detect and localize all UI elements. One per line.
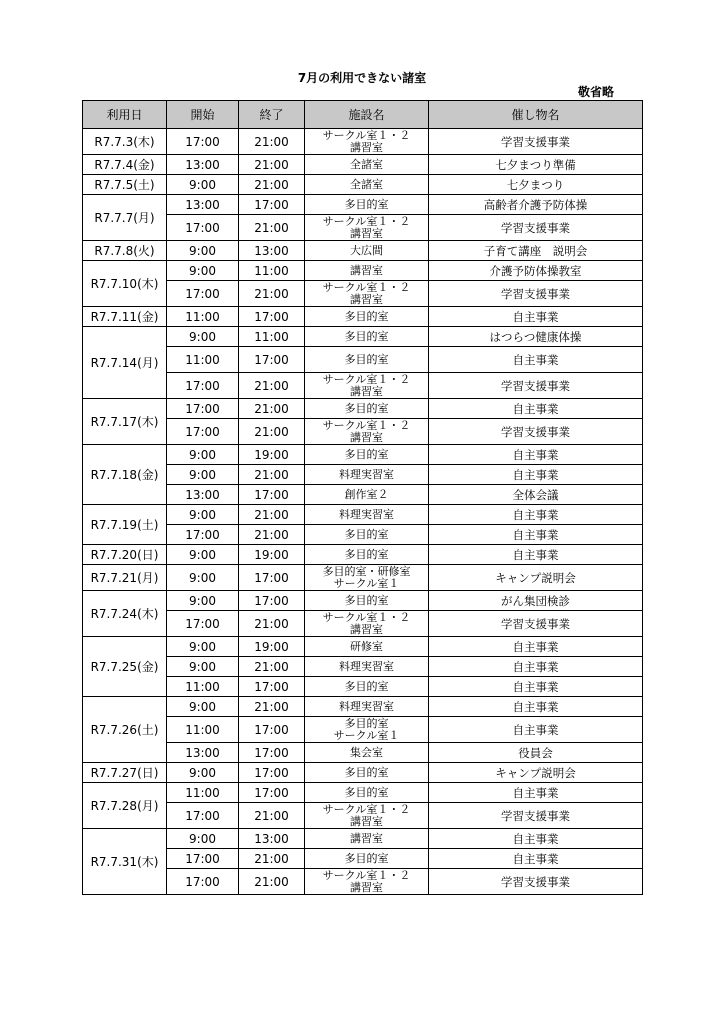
end-time-cell: 21:00 [239, 465, 305, 485]
table-row [83, 347, 643, 373]
facility-cell [305, 545, 429, 565]
facility-line: 多目的室 [344, 329, 389, 343]
table-row [83, 743, 643, 763]
facility-line: 多目的室 [344, 197, 389, 211]
facility-cell [305, 783, 429, 803]
start-time-cell: 17:00 [167, 129, 239, 155]
facility-line: 多目的室 [344, 527, 389, 541]
table-row [83, 829, 643, 849]
start-time-cell: 13:00 [167, 485, 239, 505]
honorific-note: 敬省略 [577, 85, 614, 99]
table-row [83, 565, 643, 591]
facility-cell [305, 849, 429, 869]
end-time-cell: 21:00 [239, 803, 305, 829]
end-time-cell: 17:00 [239, 307, 305, 327]
facility-line: 大広間 [350, 243, 383, 257]
start-time-cell: 17:00 [167, 525, 239, 545]
table-row [83, 783, 643, 803]
event-cell: 自主事業 [429, 545, 643, 565]
facility-line: 講習室 [350, 880, 383, 894]
event-cell: 七夕まつり準備 [429, 155, 643, 175]
start-time-cell: 9:00 [167, 505, 239, 525]
event-cell: 子育て講座 説明会 [429, 241, 643, 261]
facility-line: サークル室１・２ [322, 280, 411, 294]
event-cell: 自主事業 [429, 505, 643, 525]
facility-cell [305, 677, 429, 697]
event-cell: 自主事業 [429, 525, 643, 545]
end-time-cell: 13:00 [239, 829, 305, 849]
facility-line: 全諸室 [350, 177, 383, 191]
facility-cell [305, 327, 429, 347]
facility-line: 講習室 [350, 430, 383, 444]
event-cell: キャンプ説明会 [429, 763, 643, 783]
event-cell: はつらつ健康体操 [429, 327, 643, 347]
end-time-cell: 21:00 [239, 155, 305, 175]
date-cell: R7.7.8(火) [83, 241, 167, 261]
table-row [83, 485, 643, 505]
table-row [83, 175, 643, 195]
date-cell: R7.7.5(土) [83, 175, 167, 195]
table-row [83, 717, 643, 743]
event-cell: 自主事業 [429, 717, 643, 743]
facility-line: 多目的室 [344, 309, 389, 323]
event-cell: 自主事業 [429, 783, 643, 803]
facility-line: 多目的室 [344, 401, 389, 415]
event-cell: 学習支援事業 [429, 611, 643, 637]
facility-line: 講習室 [350, 263, 383, 277]
date-cell: R7.7.4(金) [83, 155, 167, 175]
table-row [83, 215, 643, 241]
facility-line: 料理実習室 [339, 467, 394, 481]
date-cell: R7.7.21(月) [83, 565, 167, 591]
start-time-cell: 17:00 [167, 215, 239, 241]
start-time-cell: 17:00 [167, 849, 239, 869]
end-time-cell: 17:00 [239, 783, 305, 803]
start-time-cell: 9:00 [167, 829, 239, 849]
column-header-end: 終了 [239, 101, 305, 129]
facility-line: 多目的室 [344, 716, 389, 730]
start-time-cell: 17:00 [167, 611, 239, 637]
event-cell: 学習支援事業 [429, 803, 643, 829]
start-time-cell: 11:00 [167, 677, 239, 697]
facility-line: 多目的室 [344, 679, 389, 693]
facility-line: サークル室１・２ [322, 128, 411, 142]
end-time-cell: 21:00 [239, 129, 305, 155]
facility-cell [305, 611, 429, 637]
facility-cell [305, 215, 429, 241]
event-cell: 自主事業 [429, 677, 643, 697]
end-time-cell: 21:00 [239, 657, 305, 677]
table-row [83, 373, 643, 399]
start-time-cell: 9:00 [167, 657, 239, 677]
event-cell: 自主事業 [429, 445, 643, 465]
end-time-cell: 19:00 [239, 545, 305, 565]
start-time-cell: 9:00 [167, 697, 239, 717]
table-row [83, 419, 643, 445]
column-header-date: 利用日 [83, 101, 167, 129]
start-time-cell: 11:00 [167, 783, 239, 803]
table-row [83, 657, 643, 677]
facility-line: 多目的室 [344, 851, 389, 865]
end-time-cell: 21:00 [239, 281, 305, 307]
facility-cell [305, 175, 429, 195]
table-row [83, 399, 643, 419]
event-cell: 介護予防体操教室 [429, 261, 643, 281]
facility-cell [305, 717, 429, 743]
facility-cell [305, 307, 429, 327]
facility-cell [305, 129, 429, 155]
date-cell: R7.7.26(土) [83, 697, 167, 763]
table-row [83, 697, 643, 717]
facility-line: 講習室 [350, 292, 383, 306]
facility-cell [305, 591, 429, 611]
facility-line: 講習室 [350, 831, 383, 845]
facility-line: 多目的室 [344, 447, 389, 461]
table-row [83, 241, 643, 261]
end-time-cell: 17:00 [239, 677, 305, 697]
facility-cell [305, 445, 429, 465]
facility-cell [305, 525, 429, 545]
table-row [83, 505, 643, 525]
start-time-cell: 9:00 [167, 763, 239, 783]
facility-cell [305, 829, 429, 849]
date-cell: R7.7.10(木) [83, 261, 167, 307]
date-cell: R7.7.27(日) [83, 763, 167, 783]
event-cell: 学習支援事業 [429, 215, 643, 241]
facility-line: 創作室２ [344, 487, 389, 501]
facility-line: サークル室１・２ [322, 868, 411, 882]
table-row [83, 803, 643, 829]
end-time-cell: 21:00 [239, 399, 305, 419]
event-cell: 自主事業 [429, 849, 643, 869]
event-cell: 学習支援事業 [429, 129, 643, 155]
facility-cell [305, 637, 429, 657]
start-time-cell: 9:00 [167, 637, 239, 657]
event-cell: 学習支援事業 [429, 373, 643, 399]
table-row [83, 525, 643, 545]
start-time-cell: 17:00 [167, 399, 239, 419]
facility-line: 多目的室 [344, 785, 389, 799]
start-time-cell: 9:00 [167, 327, 239, 347]
facility-line: 講習室 [350, 384, 383, 398]
event-cell: 自主事業 [429, 307, 643, 327]
event-cell: 自主事業 [429, 657, 643, 677]
facility-cell [305, 505, 429, 525]
start-time-cell: 17:00 [167, 373, 239, 399]
date-cell: R7.7.18(金) [83, 445, 167, 505]
start-time-cell: 11:00 [167, 347, 239, 373]
event-cell: 自主事業 [429, 399, 643, 419]
facility-line: サークル室１・２ [322, 802, 411, 816]
event-cell: キャンプ説明会 [429, 565, 643, 591]
start-time-cell: 13:00 [167, 155, 239, 175]
facility-line: 講習室 [350, 622, 383, 636]
facility-cell [305, 763, 429, 783]
event-cell: 自主事業 [429, 697, 643, 717]
facility-line: 集会室 [350, 745, 383, 759]
date-cell: R7.7.7(月) [83, 195, 167, 241]
facility-line: 多目的室 [344, 593, 389, 607]
end-time-cell: 11:00 [239, 261, 305, 281]
table-row [83, 261, 643, 281]
event-cell: 自主事業 [429, 465, 643, 485]
facility-cell [305, 261, 429, 281]
facility-line: 料理実習室 [339, 699, 394, 713]
facility-cell [305, 195, 429, 215]
table-row [83, 307, 643, 327]
event-cell: 自主事業 [429, 637, 643, 657]
facility-line: 多目的室・研修室 [322, 564, 411, 578]
table-row [83, 465, 643, 485]
date-cell: R7.7.24(木) [83, 591, 167, 637]
end-time-cell: 21:00 [239, 849, 305, 869]
facility-cell [305, 373, 429, 399]
facility-line: 多目的室 [344, 547, 389, 561]
start-time-cell: 17:00 [167, 869, 239, 895]
event-cell: 全体会議 [429, 485, 643, 505]
table-row [83, 869, 643, 895]
end-time-cell: 17:00 [239, 565, 305, 591]
event-cell: 自主事業 [429, 829, 643, 849]
end-time-cell: 13:00 [239, 241, 305, 261]
date-cell: R7.7.17(木) [83, 399, 167, 445]
table-row [83, 677, 643, 697]
end-time-cell: 17:00 [239, 485, 305, 505]
table-row [83, 591, 643, 611]
schedule-table [82, 100, 643, 895]
end-time-cell: 21:00 [239, 697, 305, 717]
end-time-cell: 21:00 [239, 373, 305, 399]
facility-cell [305, 241, 429, 261]
event-cell: 学習支援事業 [429, 869, 643, 895]
event-cell: 高齢者介護予防体操 [429, 195, 643, 215]
table-row [83, 129, 643, 155]
facility-cell [305, 565, 429, 591]
table-row [83, 763, 643, 783]
facility-cell [305, 697, 429, 717]
start-time-cell: 9:00 [167, 465, 239, 485]
date-cell: R7.7.14(月) [83, 327, 167, 399]
table-row [83, 545, 643, 565]
facility-line: サークル室１ [333, 576, 400, 590]
start-time-cell: 11:00 [167, 717, 239, 743]
facility-cell [305, 465, 429, 485]
end-time-cell: 11:00 [239, 327, 305, 347]
table-row [83, 849, 643, 869]
end-time-cell: 17:00 [239, 591, 305, 611]
table-row [83, 637, 643, 657]
table-row [83, 195, 643, 215]
date-cell: R7.7.31(木) [83, 829, 167, 895]
facility-cell [305, 743, 429, 763]
end-time-cell: 21:00 [239, 419, 305, 445]
date-cell: R7.7.25(金) [83, 637, 167, 697]
event-cell: 学習支援事業 [429, 419, 643, 445]
facility-line: 講習室 [350, 140, 383, 154]
start-time-cell: 9:00 [167, 591, 239, 611]
end-time-cell: 19:00 [239, 637, 305, 657]
start-time-cell: 9:00 [167, 565, 239, 591]
end-time-cell: 21:00 [239, 505, 305, 525]
column-header-start: 開始 [167, 101, 239, 129]
date-cell: R7.7.11(金) [83, 307, 167, 327]
start-time-cell: 9:00 [167, 175, 239, 195]
start-time-cell: 13:00 [167, 743, 239, 763]
start-time-cell: 13:00 [167, 195, 239, 215]
facility-cell [305, 399, 429, 419]
event-cell: 学習支援事業 [429, 281, 643, 307]
date-cell: R7.7.19(土) [83, 505, 167, 545]
facility-cell [305, 155, 429, 175]
event-cell: 七夕まつり [429, 175, 643, 195]
facility-line: 多目的室 [344, 352, 389, 366]
facility-line: 料理実習室 [339, 659, 394, 673]
start-time-cell: 17:00 [167, 281, 239, 307]
end-time-cell: 21:00 [239, 215, 305, 241]
facility-line: サークル室１ [333, 728, 400, 742]
end-time-cell: 17:00 [239, 195, 305, 215]
date-cell: R7.7.3(木) [83, 129, 167, 155]
facility-cell [305, 869, 429, 895]
end-time-cell: 21:00 [239, 611, 305, 637]
start-time-cell: 9:00 [167, 241, 239, 261]
end-time-cell: 17:00 [239, 717, 305, 743]
table-row [83, 327, 643, 347]
end-time-cell: 17:00 [239, 347, 305, 373]
start-time-cell: 17:00 [167, 419, 239, 445]
facility-cell [305, 803, 429, 829]
start-time-cell: 11:00 [167, 307, 239, 327]
event-cell: がん集団検診 [429, 591, 643, 611]
event-cell: 自主事業 [429, 347, 643, 373]
facility-line: サークル室１・２ [322, 610, 411, 624]
facility-line: サークル室１・２ [322, 214, 411, 228]
schedule-body [83, 129, 643, 895]
facility-line: 料理実習室 [339, 507, 394, 521]
facility-cell [305, 419, 429, 445]
facility-cell [305, 485, 429, 505]
end-time-cell: 21:00 [239, 525, 305, 545]
date-cell: R7.7.20(日) [83, 545, 167, 565]
end-time-cell: 21:00 [239, 175, 305, 195]
end-time-cell: 19:00 [239, 445, 305, 465]
facility-line: 講習室 [350, 814, 383, 828]
header-row [83, 101, 643, 129]
facility-line: サークル室１・２ [322, 418, 411, 432]
page-title: 7月の利用できない諸室 [297, 71, 427, 85]
column-header-facility: 施設名 [305, 101, 429, 129]
start-time-cell: 9:00 [167, 545, 239, 565]
facility-cell [305, 281, 429, 307]
column-header-event: 催し物名 [429, 101, 643, 129]
start-time-cell: 9:00 [167, 445, 239, 465]
facility-line: 講習室 [350, 226, 383, 240]
end-time-cell: 17:00 [239, 763, 305, 783]
facility-line: 研修室 [350, 639, 383, 653]
end-time-cell: 21:00 [239, 869, 305, 895]
start-time-cell: 17:00 [167, 803, 239, 829]
facility-line: 多目的室 [344, 765, 389, 779]
facility-line: サークル室１・２ [322, 372, 411, 386]
date-cell: R7.7.28(月) [83, 783, 167, 829]
table-row [83, 155, 643, 175]
start-time-cell: 9:00 [167, 261, 239, 281]
facility-cell [305, 657, 429, 677]
table-row [83, 281, 643, 307]
event-cell: 役員会 [429, 743, 643, 763]
end-time-cell: 17:00 [239, 743, 305, 763]
facility-cell [305, 347, 429, 373]
table-row [83, 445, 643, 465]
facility-line: 全諸室 [350, 157, 383, 171]
table-row [83, 611, 643, 637]
